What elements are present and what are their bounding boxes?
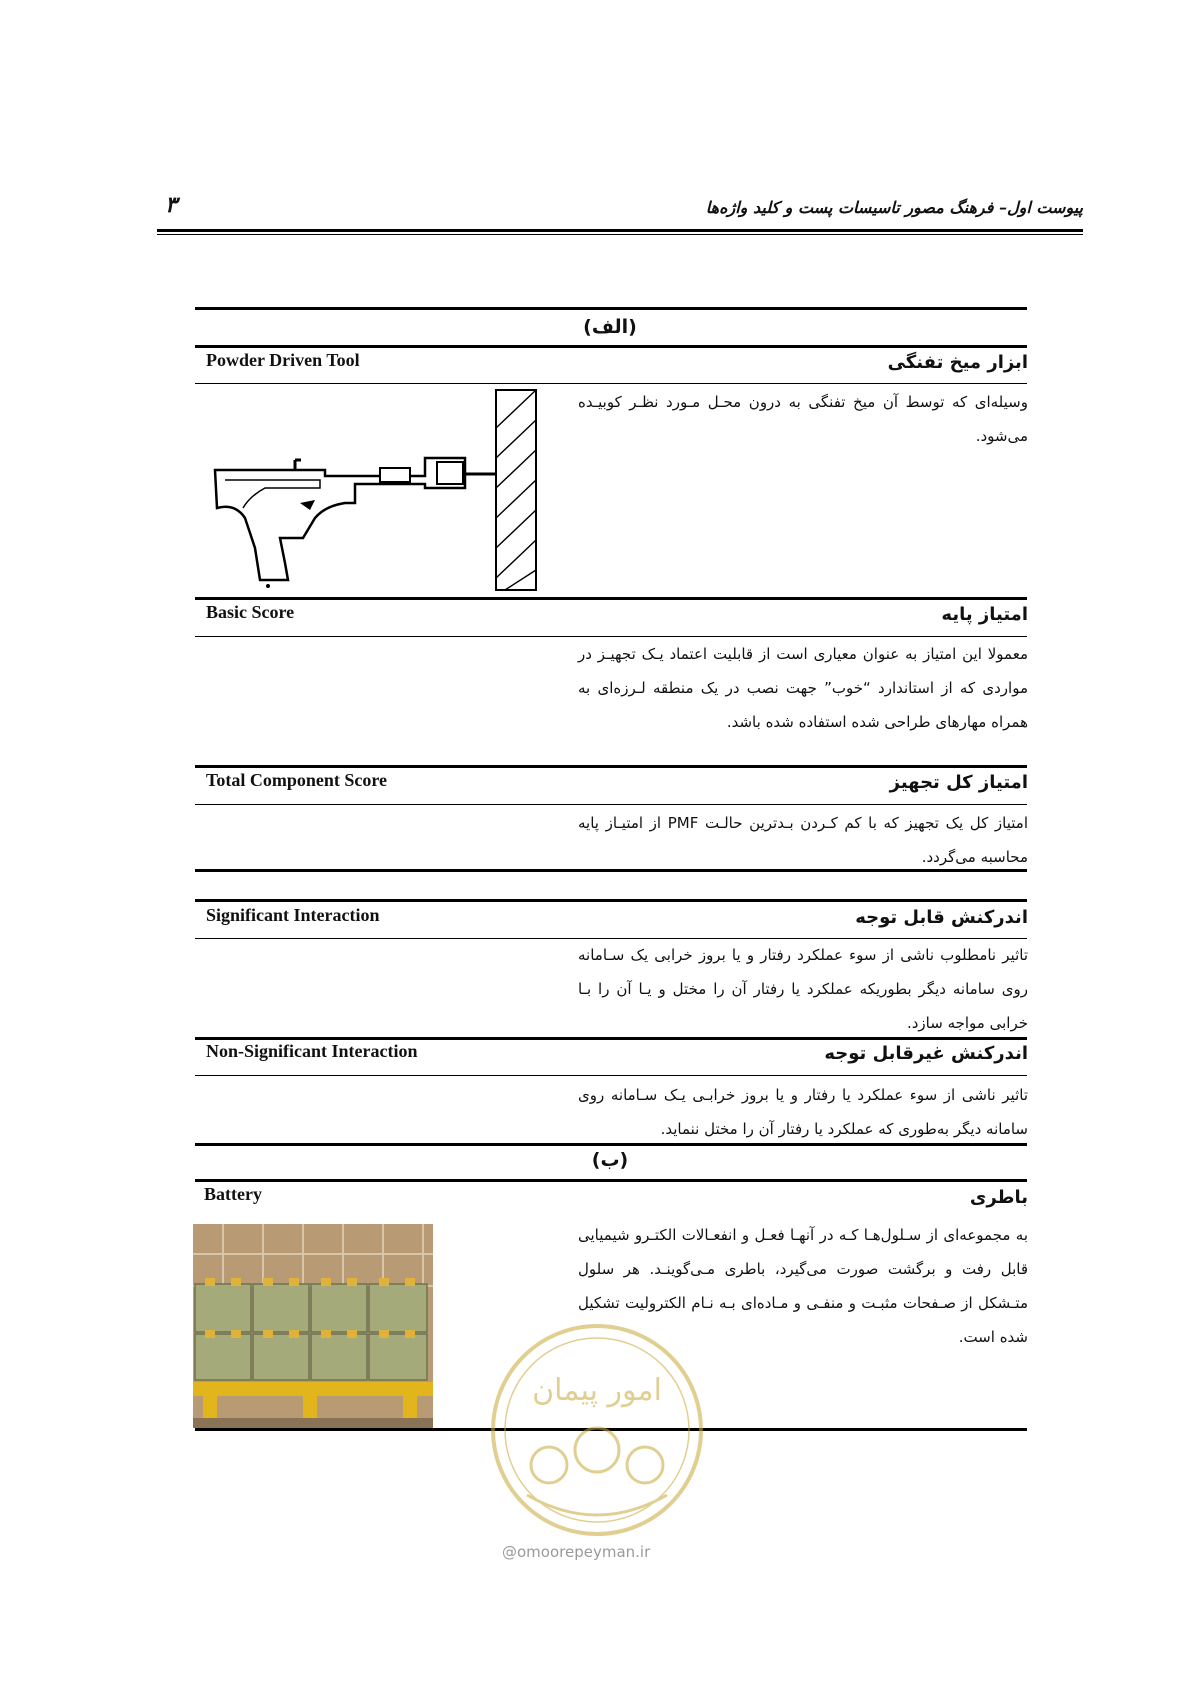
entry-definition: تاثیر ناشی از سوء عملکرد یا رفتار و یا بروز خرابـی یـک سـامانه روی سامانه دیگر به‌طوری که عملکرد یا رفتار آن را مختل ننماید. xyxy=(578,1086,1028,1138)
entry-en-term: Powder Driven Tool xyxy=(206,350,360,370)
entry-divider xyxy=(195,1075,1027,1076)
battery-photo xyxy=(193,1224,433,1428)
entry-rule xyxy=(195,869,1027,872)
section-b-rule xyxy=(195,1179,1027,1182)
section-a-rule xyxy=(195,345,1027,348)
section-b-label: (ب) xyxy=(591,1149,629,1171)
page-number: ٣ xyxy=(165,192,177,218)
entry-fa-term: اندرکنش غیرقابل توجه xyxy=(824,1043,1028,1064)
entry-divider xyxy=(195,383,1027,384)
entry-definition: تاثیر نامطلوب ناشی از سوء عملکرد رفتار و یا بروز خرابی یک سـامانه روی سامانه دیگر بطوریکه عملکرد یا رفتار آن را مختل و یـا آن را بـا خرابی مواجه سازد. xyxy=(578,946,1028,1032)
entry-rule xyxy=(195,765,1027,768)
entry-rule xyxy=(195,1037,1027,1040)
entry-definition: معمولا این امتیاز به عنوان معیاری است از قابلیت اعتماد یـک تجهیـز در مواردی که از استاندارد “خوب” جهت نصب در یک منطقه لـرزه‌ای به همراه مهارهای طراحی شده استفاده شده باشد. xyxy=(578,645,1028,731)
header-rule xyxy=(157,229,1083,232)
powder-driven-tool-illustration xyxy=(205,388,545,596)
running-title: پیوست اول– فرهنگ مصور تاسیسات پست و کلید واژه‌ها xyxy=(705,198,1083,217)
header-rule-thin xyxy=(157,234,1083,235)
entry-en-term: Battery xyxy=(204,1184,262,1204)
entry-en-term: Total Component Score xyxy=(206,770,388,790)
entry-definition: به مجموعه‌ای از سـلول‌هـا کـه در آنهـا فعـل و انفعـالات الکتـرو شیمیایی قابل رفت و برگشت صورت می‌گیرد، باطری مـی‌گوینـد. هر سلول متـشکل از صـفحات مثبـت و منفـی و مـاده‌ای بـه نـام الکترولیت تشکیل شده است. xyxy=(578,1226,1028,1346)
entry-en-term: Non-Significant Interaction xyxy=(206,1041,418,1061)
entry-fa-term: ابزار میخ تفنگی xyxy=(887,352,1028,373)
entry-fa-term: باطری xyxy=(969,1187,1028,1208)
entry-rule xyxy=(195,899,1027,902)
watermark-logo-text: امور پیمان xyxy=(532,1373,662,1408)
section-a-label: (الف) xyxy=(583,316,637,338)
table-top-rule xyxy=(195,307,1027,310)
entry-definition: وسیله‌ای که توسط آن میخ تفنگی به درون محـل مـورد نظـر کوبیـده می‌شود. xyxy=(578,393,1028,445)
entry-definition: امتیاز کل یک تجهیز که با کم کـردن بـدترین حالـت PMF از امتیـاز پایه محاسبه می‌گردد. xyxy=(578,814,1028,866)
entry-fa-term: امتیاز پایه xyxy=(941,604,1028,625)
entry-fa-term: امتیاز کل تجهیز xyxy=(889,772,1028,793)
section-b-top-rule xyxy=(195,1143,1027,1146)
entry-rule xyxy=(195,597,1027,600)
entry-divider xyxy=(195,804,1027,805)
entry-fa-term: اندرکنش قابل توجه xyxy=(855,907,1028,928)
watermark-seal-logo xyxy=(487,1320,707,1540)
entry-en-term: Significant Interaction xyxy=(206,905,380,925)
watermark-url: @omoorepeyman.ir xyxy=(502,1543,651,1561)
entry-en-term: Basic Score xyxy=(206,602,295,622)
